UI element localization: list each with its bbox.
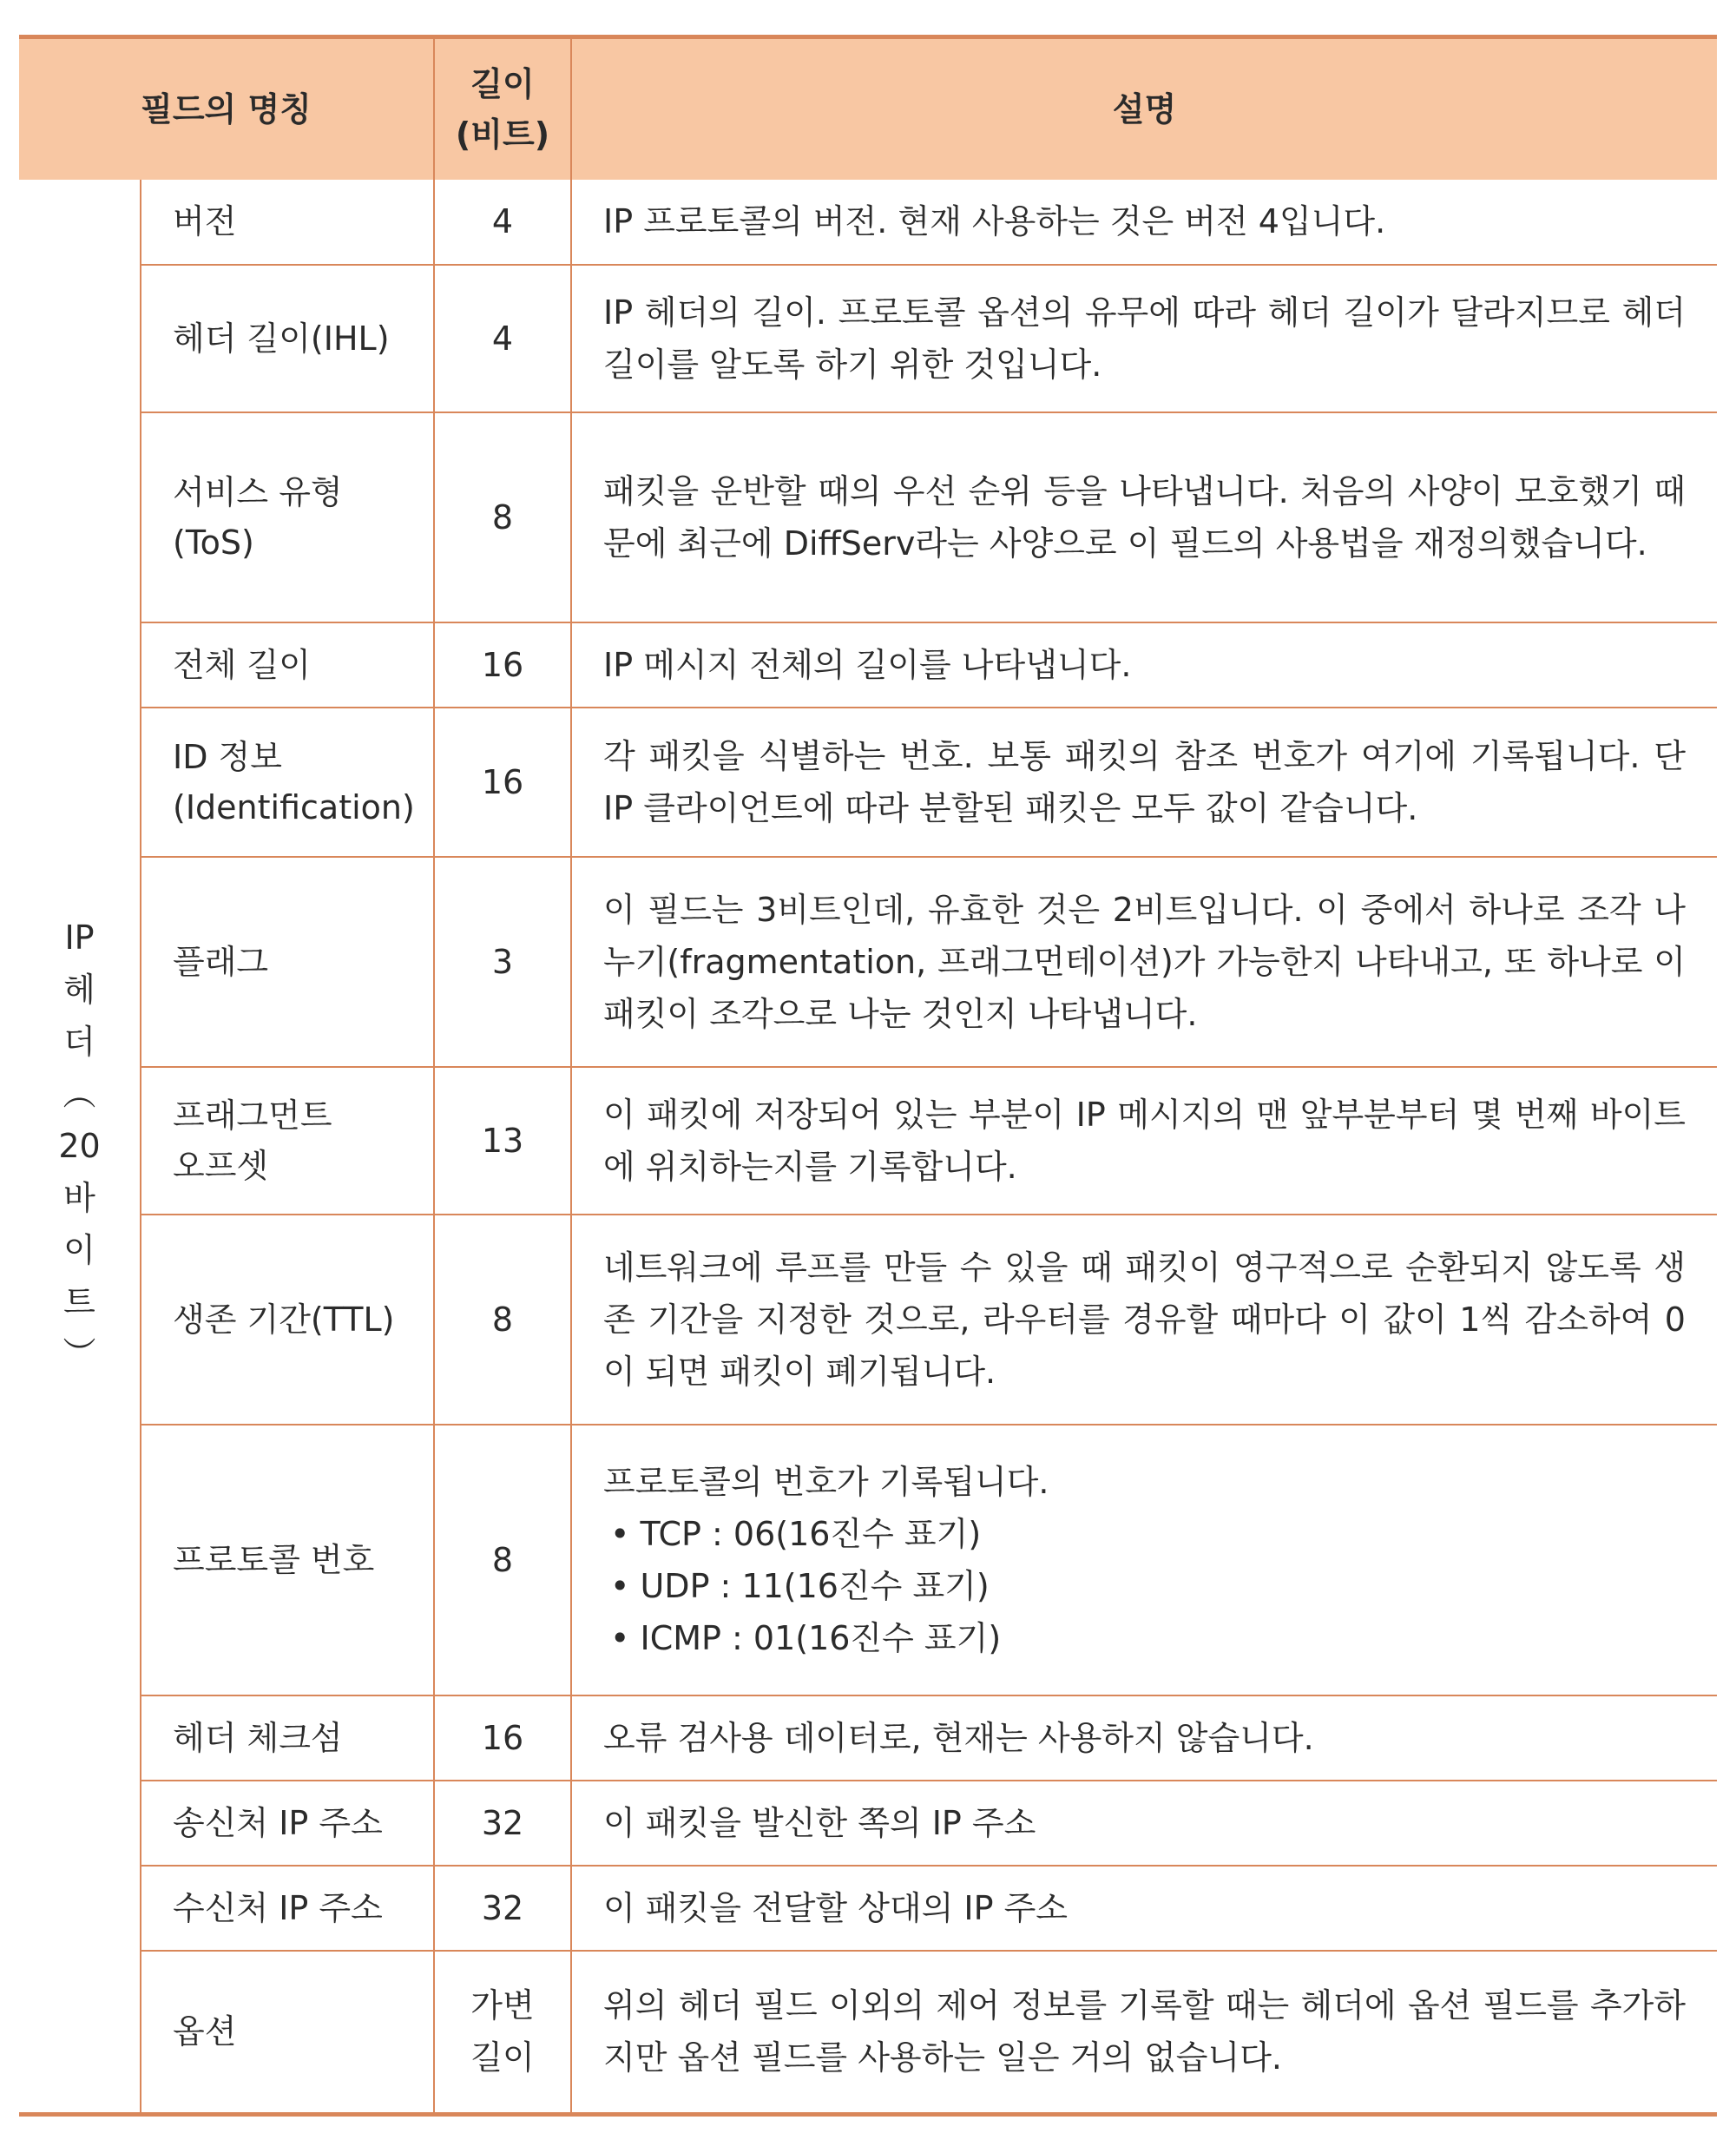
field-length: 4: [434, 265, 571, 412]
field-description: IP 헤더의 길이. 프로토콜 옵션의 유무에 따라 헤더 길이가 달라지므로 헤더 길이를 알도록 하기 위한 것입니다.: [571, 265, 1717, 412]
group-label-char: IP: [64, 918, 95, 957]
field-length: [434, 1951, 571, 2115]
group-label-char: 20: [58, 1126, 101, 1165]
field-name: 버전: [141, 180, 434, 265]
field-length-line2: 길이: [470, 2038, 535, 2077]
field-description: 위의 헤더 필드 이외의 제어 정보를 기록할 때는 헤더에 옵션 필드를 추가하지만 옵션 필드를 사용하는 일은 거의 없습니다.: [603, 1986, 1686, 2077]
field-length: 8: [434, 412, 571, 622]
field-name: 옵션: [141, 1951, 434, 2115]
table-row: [19, 265, 1717, 412]
table-row: [19, 708, 1717, 857]
field-length-line1: 가변: [470, 1986, 535, 2025]
field-length: 32: [434, 1866, 571, 1951]
field-description: 패킷을 운반할 때의 우선 순위 등을 나타냅니다. 처음의 사양이 모호했기 때문에 최근에 DiffServ라는 사양으로 이 필드의 사용법을 재정의했습니다.: [571, 412, 1717, 622]
field-name: 헤더 길이(IHL): [141, 265, 434, 412]
table-row: [19, 1215, 1717, 1425]
field-name: 생존 기간(TTL): [141, 1215, 434, 1425]
table-row: [19, 1951, 1717, 2115]
field-name: [141, 1067, 434, 1215]
table-row: [19, 1067, 1717, 1215]
table-row: [19, 622, 1717, 708]
ip-header-table: [19, 35, 1717, 2117]
table-row: [19, 180, 1717, 265]
field-name: 헤더 체크섬: [141, 1695, 434, 1781]
ip-header-group-label: [19, 180, 141, 2115]
field-name-line1: 프래그먼트: [173, 1096, 332, 1135]
field-name: 송신처 IP 주소: [141, 1781, 434, 1866]
table-row: [19, 412, 1717, 622]
group-label-char: ︵: [62, 1074, 96, 1113]
group-label-char: 이: [63, 1230, 95, 1269]
field-length: 32: [434, 1781, 571, 1866]
group-label-char: 트: [63, 1282, 95, 1321]
field-description: 이 패킷을 발신한 쪽의 IP 주소: [571, 1781, 1717, 1866]
description-intro: 프로토콜의 번호가 기록됩니다.: [603, 1462, 1049, 1501]
field-description: IP 프로토콜의 버전. 현재 사용하는 것은 버전 4입니다.: [571, 180, 1717, 265]
field-length: 13: [434, 1067, 571, 1215]
bullet-item: • UDP : 11(16진수 표기): [610, 1566, 990, 1605]
field-name: 수신처 IP 주소: [141, 1866, 434, 1951]
header-length-line2: (비트): [455, 115, 550, 154]
field-name-line2: (Identification): [173, 787, 415, 826]
field-description: 오류 검사용 데이터로, 현재는 사용하지 않습니다.: [571, 1695, 1717, 1781]
table-row: [19, 1866, 1717, 1951]
field-length: 4: [434, 180, 571, 265]
field-length: 8: [434, 1215, 571, 1425]
header-description: 설명: [1112, 89, 1177, 128]
header-field-name: 필드의 명칭: [19, 37, 434, 180]
table-row: [19, 1695, 1717, 1781]
field-description: 이 필드는 3비트인데, 유효한 것은 2비트입니다. 이 중에서 하나로 조각 나누기(fragmentation, 프래그먼테이션)가 가능한지 나타내고, 또 하나로 이 패킷이 조각으로 나눈 것인지 나타냅니다.: [571, 857, 1717, 1067]
field-description: 이 패킷에 저장되어 있는 부분이 IP 메시지의 맨 앞부분부터 몇 번째 바이트에 위치하는지를 기록합니다.: [571, 1067, 1717, 1215]
field-description: 이 패킷을 전달할 상대의 IP 주소: [571, 1866, 1717, 1951]
field-description: 각 패킷을 식별하는 번호. 보통 패킷의 참조 번호가 여기에 기록됩니다. 단 IP 클라이언트에 따라 분할된 패킷은 모두 값이 같습니다.: [571, 708, 1717, 857]
group-label-char: ︶: [62, 1334, 96, 1373]
table-row: [19, 857, 1717, 1067]
field-name-line2: (ToS): [173, 523, 254, 562]
table-header-row: [19, 37, 1717, 180]
table-row: [19, 1425, 1717, 1695]
header-length-line1: 길이: [470, 64, 535, 103]
field-length: 3: [434, 857, 571, 1067]
field-name: 프로토콜 번호: [141, 1425, 434, 1695]
field-name: [141, 412, 434, 622]
bullet-item: • ICMP : 01(16진수 표기): [610, 1618, 1002, 1657]
field-description: [571, 1425, 1717, 1695]
field-description: IP 메시지 전체의 길이를 나타냅니다.: [571, 622, 1717, 708]
field-length: 16: [434, 622, 571, 708]
group-label-char: 헤: [63, 970, 95, 1009]
field-name: 플래그: [141, 857, 434, 1067]
group-label-char: 바: [63, 1178, 95, 1217]
field-name-line2: 오프셋: [173, 1146, 269, 1185]
field-name: [141, 708, 434, 857]
field-length: 16: [434, 1695, 571, 1781]
header-length: [434, 37, 571, 180]
field-name: 전체 길이: [141, 622, 434, 708]
field-description: 네트워크에 루프를 만들 수 있을 때 패킷이 영구적으로 순환되지 않도록 생존 기간을 지정한 것으로, 라우터를 경유할 때마다 이 값이 1씩 감소하여 0이 되면 패킷이 폐기됩니다.: [571, 1215, 1717, 1425]
field-name-line1: 서비스 유형: [173, 472, 343, 511]
bullet-item: • TCP : 06(16진수 표기): [610, 1514, 982, 1553]
group-label-char: 더: [63, 1022, 95, 1061]
table-row: [19, 1781, 1717, 1866]
field-length: 8: [434, 1425, 571, 1695]
field-length: 16: [434, 708, 571, 857]
field-name-line1: ID 정보: [173, 737, 282, 776]
